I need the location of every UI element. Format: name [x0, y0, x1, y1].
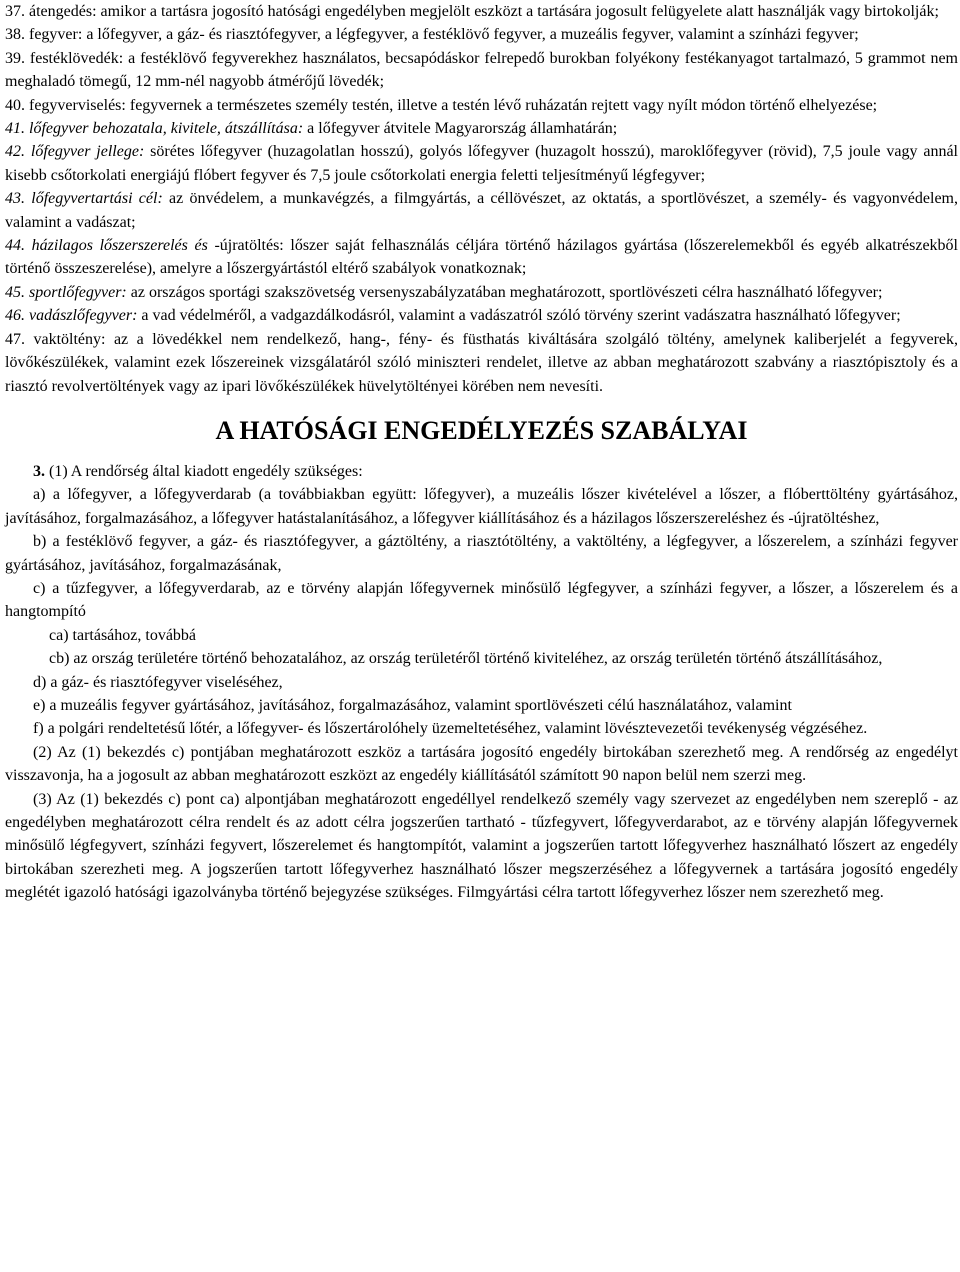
definition-42 — [5, 140, 958, 187]
definition-term: sportlőfegyver: — [29, 283, 127, 301]
definition-term: házilagos lőszerszerelés és — [31, 237, 208, 255]
definition-term: fegyverviselés: — [29, 96, 126, 114]
subitem-ca: ca) tartásához, továbbá — [49, 626, 197, 644]
section-3-intro — [5, 460, 958, 483]
definition-number: 43. — [5, 190, 25, 208]
definition-term: vaktöltény: — [33, 330, 106, 348]
definition-text: az a lövedékkel nem rendelkező, hang-, fény- és füsthatás kiváltására szolgáló töltény, amelynek kaliberjelét a fegyverek, lövőkészülékek, valamint ezek lőszereinek vizsgálatáról szóló miniszteri rendelet, illetve az abban meghatározott szabvány a riasztópisztoly és a riasztó revolvertöltények vagy az ipari lövőkészülékek hüvelytöltényei körében nem nevesíti. — [5, 330, 958, 395]
definition-text: a vad védelméről, a vadgazdálkodásról, valamint a vadászatról szóló törvény szerint vadászatra használható lőfegyver; — [137, 307, 901, 325]
definition-text: -újratöltés: lőszer saját felhasználás céljára történő házilagos gyártása (lőszerelemekből és egyéb alkatrészekből történő összeszerelése), amelyre a lőszergyártástól eltérő szabályok vonatkoznak; — [5, 237, 959, 278]
section-number: 3. — [33, 462, 45, 480]
document-page — [5, 0, 958, 905]
definition-term: lőfegyver jellege: — [30, 143, 145, 161]
definition-39 — [5, 47, 958, 94]
definition-text: fegyvernek a természetes személy testén, illetve a testén lévő ruházatán rejtett vagy nyílt módon történő elhelyezése; — [125, 96, 878, 114]
definition-number: 37. — [5, 3, 25, 20]
definition-term: vadászlőfegyver: — [29, 307, 138, 325]
definition-text: az országos sportági szakszövetség versenyszabályzatában meghatározott, sportlövészeti célra használható lőfegyver; — [126, 283, 883, 301]
definition-number: 40. — [5, 96, 25, 114]
item-d: d) a gáz- és riasztófegyver viseléséhez, — [33, 673, 283, 691]
definition-40 — [5, 94, 958, 117]
definition-text: az önvédelem, a munkavégzés, a filmgyártás, a céllövészet, az oktatás, a sportlövészet, a személy- és vagyonvédelem, valamint a vadászat; — [5, 190, 958, 231]
definition-text: a lőfegyver, a gáz- és riasztófegyver, a légfegyver, a festéklövő fegyver, a muzeális fegyver, valamint a színházi fegyver; — [82, 26, 859, 44]
definition-text: amikor a tartásra jogosító hatósági engedélyben megjelölt eszközt a tartására jogosult felügyelete alatt használják vagy birtokolják; — [96, 3, 939, 20]
definition-term: átengedés: — [29, 3, 97, 20]
definition-number: 42. — [5, 143, 25, 161]
paragraph-3: (3) Az (1) bekezdés c) pont ca) alpontjában meghatározott engedéllyel rendelkező személy vagy szervezet az engedélyben nem szereplő - az engedélyben meghatározott célra rendelt és az adott célra jogszerűen tartható - tűzfegyvert, lőfegyverdarabot, az e törvény alapján lőfegyvernek minősülő légfegyvert, színházi fegyvert, lőszerelemet és hangtompítót, valamint a jogszerűen tartott lőfegyverhez használható lőszert az engedély birtokában szerezheti meg. A jogszerűen tartott lőfegyverhez használható lőszer megszerzéséhez a lőfegyvernek a tartására jogosító engedély meglétét igazoló hatósági igazolványba történő bejegyzése szükséges. Filmgyártási célra tartott lőfegyverhez lőszer nem szerezhető meg. — [5, 790, 958, 902]
definition-number: 46. — [5, 307, 25, 325]
definition-number: 47. — [5, 330, 25, 348]
definition-text: sörétes lőfegyver (huzagolatlan hosszú), golyós lőfegyver (huzagolt hosszú), maroklőfegyver (rövid), 7,5 joule vagy annál kisebb csőtorkolati energiájú flóbert fegyver és 7,5 joule csőtorkolati energia feletti teljesítményű légfegyver; — [5, 143, 959, 184]
definition-term: festéklövedék: — [29, 49, 124, 67]
item-b: b) a festéklövő fegyver, a gáz- és riasztófegyver, a gáztöltény, a riasztótöltény, a vaktöltény, a légfegyver, a lőszerelem, a színházi fegyver gyártásához, javításához, forgalmazásának, — [5, 533, 958, 574]
definition-text: a lőfegyver átvitele Magyarország államhatárán; — [303, 120, 618, 138]
definition-46 — [5, 304, 958, 327]
definition-number: 39. — [5, 49, 25, 67]
definition-term: lőfegyver behozatala, kivitele, átszállítása: — [29, 120, 304, 138]
definition-number: 41. — [5, 120, 25, 138]
definitions-list — [5, 0, 958, 398]
section-3 — [5, 460, 958, 905]
subitem-cb: cb) az ország területére történő behozatalához, az ország területéről történő kiviteléhez, az ország területén történő átszállításához, — [49, 650, 883, 668]
item-f: f) a polgári rendeltetésű lőtér, a lőfegyver- és lőszertárolóhely üzemeltetéséhez, valamint lövésztevezetői tevékenység végzéséhez. — [33, 720, 868, 738]
section-heading: A HATÓSÁGI ENGEDÉLYEZÉS SZABÁLYAI — [215, 415, 748, 445]
definition-text: a festéklövő fegyverekhez használatos, becsapódáskor felrepedő burokban folyékony festékanyagot tartalmazó, 5 grammot nem meghaladó tömegű, 12 mm-nél nagyobb átmérőjű lövedék; — [5, 49, 958, 91]
section-intro-text: (1) A rendőrség által kiadott engedély szükséges: — [45, 462, 363, 480]
definition-number: 44. — [5, 237, 25, 255]
item-e: e) a muzeális fegyver gyártásához, javításához, forgalmazásához, valamint sportlövészeti célú használatához, valamint — [33, 696, 792, 714]
definition-number: 38. — [5, 26, 25, 44]
paragraph-2: (2) Az (1) bekezdés c) pontjában meghatározott eszköz a tartására jogosító engedély birtokában szerezhető meg. A rendőrség az engedélyt visszavonja, ha a jogosult az abban meghatározott eszközt az engedély kiállításától számított 90 napon belül nem szerzi meg. — [5, 743, 958, 785]
definition-44 — [5, 234, 958, 281]
definition-term: lőfegyvertartási cél: — [31, 190, 163, 208]
definition-number: 45. — [5, 283, 25, 301]
definition-41 — [5, 117, 958, 140]
definition-47 — [5, 328, 958, 398]
item-c: c) a tűzfegyver, a lőfegyverdarab, az e törvény alapján lőfegyvernek minősülő légfegyver, a színházi fegyver, a lőszer, a lőszerelem és a hangtompító — [5, 579, 958, 621]
definition-37 — [5, 0, 958, 23]
definition-term: fegyver: — [29, 26, 83, 44]
definition-45 — [5, 281, 958, 304]
definition-38 — [5, 23, 958, 46]
item-a: a) a lőfegyver, a lőfegyverdarab (a továbbiakban együtt: lőfegyver), a muzeális lőszer kivételével a lőszer, a flóberttöltény gyártásához, javításához, forgalmazásához, a lőfegyver hatástalanításához, a lőfegyver kiállításához és a házilagos lőszerszereléshez és -újratöltéshez, — [5, 486, 958, 527]
definition-43 — [5, 187, 958, 234]
